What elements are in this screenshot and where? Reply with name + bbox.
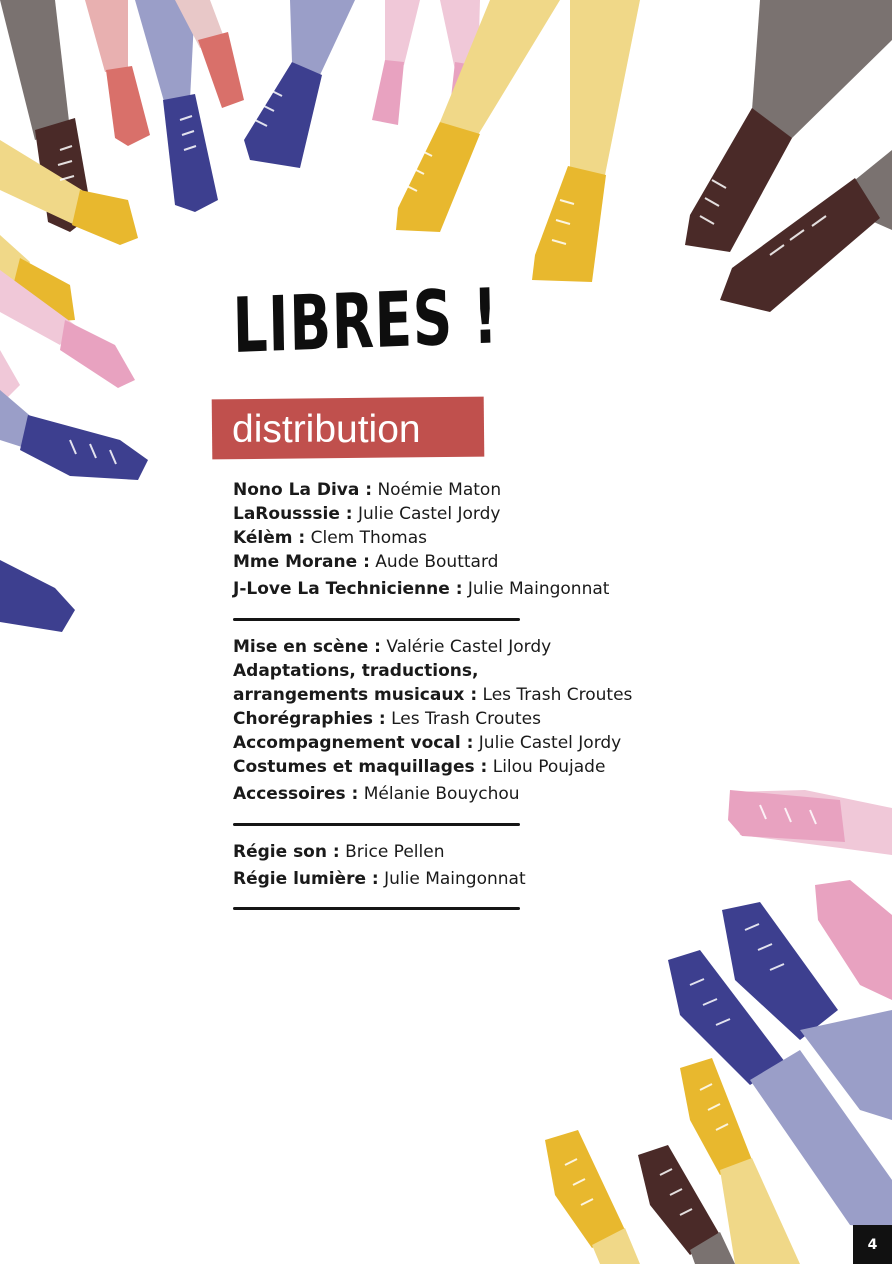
crew-row [233, 635, 632, 659]
person-name: Valérie Castel Jordy [386, 637, 552, 657]
person-name: Julie Maingonnat [384, 869, 526, 889]
show-title: LIBRES ! [231, 271, 500, 370]
role-label: Kélèm : [233, 528, 306, 548]
tech-row [233, 867, 526, 891]
section-heading: distribution [232, 408, 421, 451]
role-label: Adaptations, traductions, [233, 661, 479, 681]
role-label: Chorégraphies : [233, 709, 386, 729]
cast-row [233, 502, 609, 526]
role-label: arrangements musicaux : [233, 685, 478, 705]
crew-row [233, 659, 632, 683]
person-name: Clem Thomas [310, 528, 428, 548]
role-label: LaRousssie : [233, 504, 353, 524]
role-label: Costumes et maquillages : [233, 757, 488, 777]
person-name: Aude Bouttard [375, 552, 499, 572]
person-name: Julie Maingonnat [467, 579, 610, 599]
leg-blue-left [0, 390, 148, 632]
tech-list [233, 840, 526, 891]
person-name: Julie Castel Jordy [358, 504, 501, 524]
person-name: Julie Castel Jordy [478, 733, 622, 753]
tech-row [233, 840, 526, 864]
cast-list [233, 478, 609, 601]
crew-list [233, 635, 632, 806]
crew-row [233, 782, 632, 806]
role-label: Mise en scène : [233, 637, 381, 657]
crew-row [233, 755, 632, 779]
person-name: Les Trash Croutes [391, 709, 541, 729]
leg-brown-top-right [685, 0, 892, 312]
person-name: Les Trash Croutes [482, 685, 633, 705]
role-label: Accompagnement vocal : [233, 733, 474, 753]
crew-row [233, 731, 632, 755]
cast-row [233, 478, 609, 502]
leg-yellow-top [396, 0, 640, 282]
role-label: J-Love La Technicienne : [233, 579, 463, 599]
person-name: Lilou Poujade [492, 757, 606, 777]
leg-blue-top-center [244, 0, 355, 168]
leg-red-top [85, 0, 150, 146]
role-label: Mme Morane : [233, 552, 370, 572]
crew-row [233, 707, 632, 731]
divider [233, 618, 520, 621]
role-label: Régie lumière : [233, 869, 379, 889]
cast-row [233, 577, 609, 601]
person-name: Noémie Maton [377, 480, 502, 500]
page-number: 4 [853, 1225, 892, 1264]
role-label: Accessoires : [233, 784, 359, 804]
divider [233, 907, 520, 910]
crew-row [233, 683, 632, 707]
person-name: Mélanie Bouychou [363, 784, 520, 804]
person-name: Brice Pellen [345, 842, 445, 862]
divider [233, 823, 520, 826]
role-label: Nono La Diva : [233, 480, 373, 500]
cast-row [233, 550, 609, 574]
role-label: Régie son : [233, 842, 340, 862]
cast-row [233, 526, 609, 550]
